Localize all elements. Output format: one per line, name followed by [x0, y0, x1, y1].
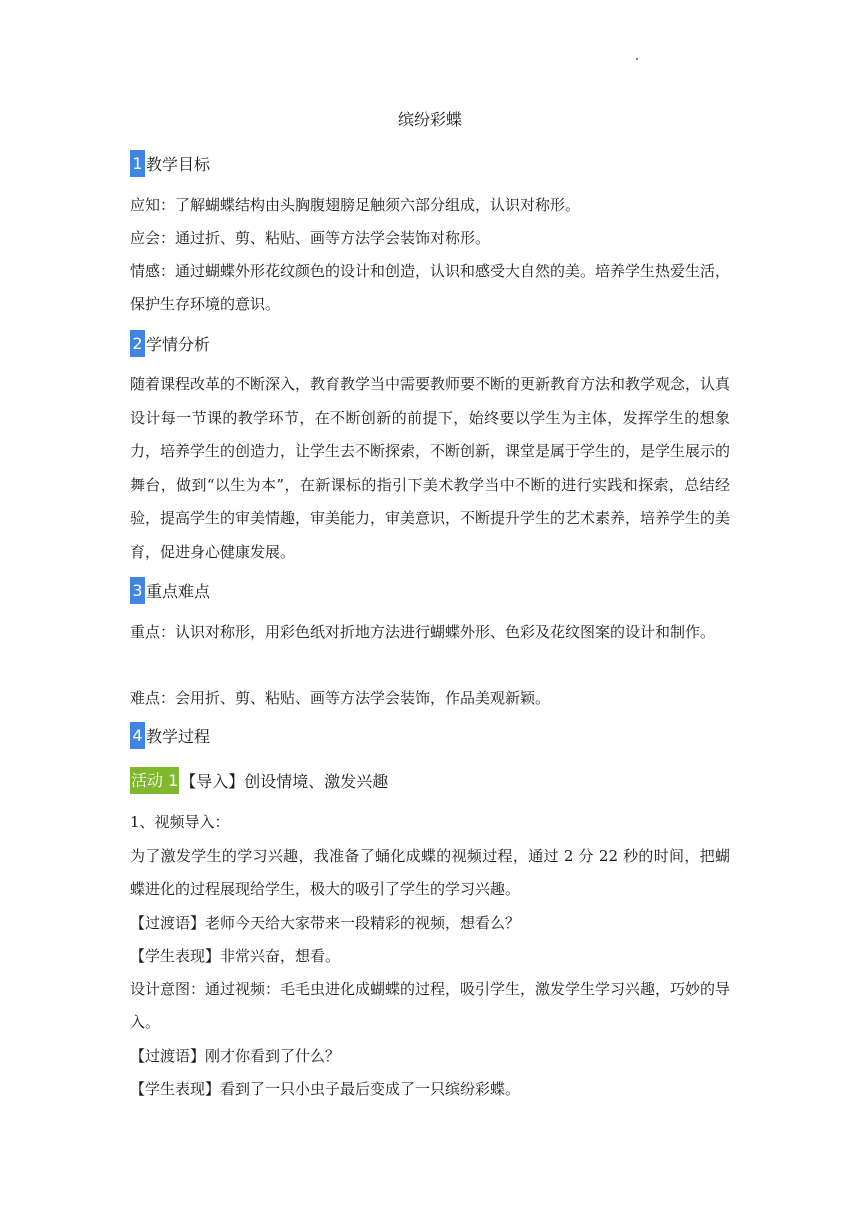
section-heading-text: 学情分析 — [146, 335, 211, 354]
document-title: 缤纷彩蝶 — [397, 110, 462, 129]
section-heading-3 — [130, 577, 210, 604]
goal-emotion: 情感：通过蝴蝶外形花纹颜色的设计和创造，认识和感受大自然的美。培养学生热爱生活，保护生存环境的意识。 — [130, 262, 731, 313]
section-heading-1 — [130, 150, 210, 177]
activity-badge: 活动 1 — [130, 767, 179, 794]
section-heading-4 — [130, 722, 210, 749]
analysis-paragraph: 随着课程改革的不断深入，教育教学当中需要教师要不断的更新教育方法和教学观念，认真设计每一节课的教学环节，在不断创新的前提下，始终要以学生为主体，发挥学生的想象力，培养学生的创造力，让学生去不断探索，不断创新，课堂是属于学生的，是学生展示的舞台，做到“以生为本”，在新课标的指引下美术教学当中不断的进行实践和探索，总结经验，提高学生的审美情趣，审美能力，审美意识，不断提升学生的艺术素养，培养学生的美育，促进身心健康发展。 — [130, 375, 731, 561]
process-line: 1、视频导入： — [130, 813, 230, 831]
section-number-badge: 1 — [130, 150, 145, 177]
section-number-badge: 3 — [130, 577, 145, 604]
goal-skills: 应会：通过折、剪、粘贴、画等方法学会装饰对称形。 — [130, 229, 491, 247]
process-line: 为了激发学生的学习兴趣，我准备了蛹化成蝶的视频过程，通过 2 分 22 秒的时间，把蝴蝶进化的过程展现给学生，极大的吸引了学生的学习兴趣。 — [130, 847, 730, 898]
process-line: 【过渡语】老师今天给大家带来一段精彩的视频，想看么？ — [130, 914, 521, 932]
process-line: 【学生表现】非常兴奋，想看。 — [130, 947, 341, 965]
section-heading-text: 重点难点 — [146, 582, 211, 601]
page-mark-dot — [636, 58, 638, 60]
key-point-focus: 重点：认识对称形，用彩色纸对折地方法进行蝴蝶外形、色彩及花纹图案的设计和制作。 — [130, 623, 716, 641]
activity-heading-text: 【导入】创设情境、激发兴趣 — [180, 772, 389, 791]
section-heading-text: 教学过程 — [146, 727, 211, 746]
activity-heading — [130, 767, 388, 794]
process-line: 【过渡语】刚才你看到了什么？ — [130, 1047, 341, 1065]
section-number-badge: 4 — [130, 722, 145, 749]
section-heading-text: 教学目标 — [146, 155, 211, 174]
section-number-badge: 2 — [130, 330, 145, 357]
process-line: 【学生表现】看到了一只小虫子最后变成了一只缤纷彩蝶。 — [130, 1080, 521, 1098]
key-point-difficulty: 难点：会用折、剪、粘贴、画等方法学会装饰，作品美观新颖。 — [130, 689, 551, 707]
goal-knowledge: 应知：了解蝴蝶结构由头胸腹翅膀足触须六部分组成，认识对称形。 — [130, 196, 581, 214]
section-heading-2 — [130, 330, 210, 357]
process-line: 设计意图：通过视频：毛毛虫进化成蝴蝶的过程，吸引学生，激发学生学习兴趣，巧妙的导入。 — [130, 980, 731, 1031]
